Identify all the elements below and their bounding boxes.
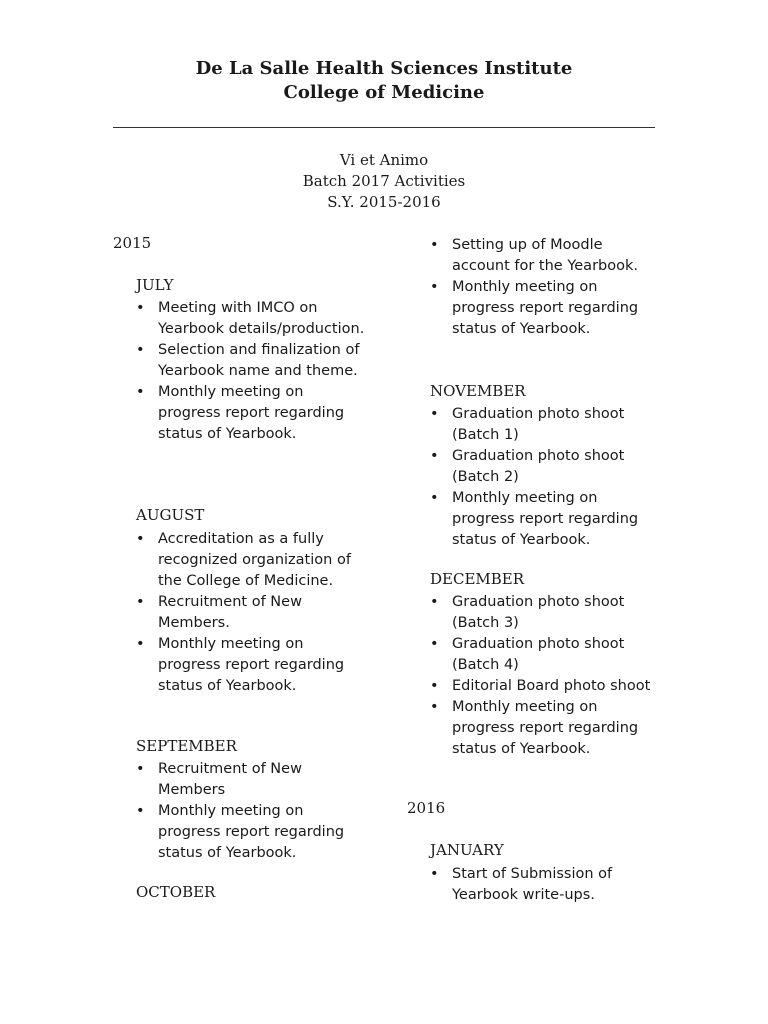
list-item — [136, 592, 368, 634]
august-list — [136, 529, 368, 697]
january-list — [430, 864, 662, 906]
bullet-icon: • — [430, 594, 439, 610]
bullet-icon: • — [430, 237, 439, 253]
list-item — [136, 340, 368, 382]
institute-name: De La Salle Health Sciences Institute — [195, 58, 573, 79]
month-december: DECEMBER — [430, 570, 525, 588]
list-item — [136, 634, 368, 697]
month-january: JANUARY — [430, 841, 504, 859]
list-item — [430, 277, 662, 340]
header-divider — [113, 127, 655, 128]
list-item — [430, 676, 662, 697]
list-item-text: Start of Submission of Yearbook write-ups. — [452, 866, 613, 903]
bullet-icon: • — [136, 761, 145, 777]
list-item — [136, 298, 368, 340]
bullet-icon: • — [136, 300, 145, 316]
list-item-text: Graduation photo shoot (Batch 4) — [452, 636, 625, 673]
bullet-icon: • — [430, 490, 439, 506]
list-item-text: Meeting with IMCO on Yearbook details/production. — [158, 300, 365, 337]
school-year: S.Y. 2015-2016 — [327, 193, 441, 211]
september-list — [136, 759, 368, 864]
bullet-icon: • — [136, 594, 145, 610]
college-name: College of Medicine — [283, 82, 485, 103]
month-september: SEPTEMBER — [136, 737, 237, 755]
list-item-text: Graduation photo shoot (Batch 2) — [452, 448, 625, 485]
list-item — [136, 801, 368, 864]
list-item-text: Monthly meeting on progress report regarding status of Yearbook. — [452, 490, 639, 548]
document-header — [0, 57, 768, 105]
list-item — [136, 529, 368, 592]
bullet-icon: • — [430, 866, 439, 882]
list-item-text: Recruitment of New Members — [158, 761, 302, 798]
list-item — [430, 592, 662, 634]
december-list — [430, 592, 662, 760]
year-2015: 2015 — [113, 234, 152, 252]
list-item-text: Graduation photo shoot (Batch 1) — [452, 406, 625, 443]
list-item-text: Graduation photo shoot (Batch 3) — [452, 594, 625, 631]
month-october: OCTOBER — [136, 883, 216, 901]
month-july: JULY — [136, 276, 174, 294]
document-subheader — [0, 150, 768, 213]
bullet-icon: • — [136, 803, 145, 819]
november-list — [430, 404, 662, 551]
list-item-text: Setting up of Moodle account for the Yearbook. — [452, 237, 638, 274]
list-item — [430, 634, 662, 676]
list-item — [430, 488, 662, 551]
bullet-icon: • — [136, 531, 145, 547]
list-item-text: Monthly meeting on progress report regarding status of Yearbook. — [158, 803, 345, 861]
bullet-icon: • — [430, 636, 439, 652]
list-item-text: Recruitment of New Members. — [158, 594, 302, 631]
list-item — [136, 382, 368, 445]
month-november: NOVEMBER — [430, 382, 526, 400]
list-item-text: Monthly meeting on progress report regarding status of Yearbook. — [452, 699, 639, 757]
list-item-text: Selection and finalization of Yearbook name and theme. — [158, 342, 360, 379]
list-item-text: Monthly meeting on progress report regarding status of Yearbook. — [158, 636, 345, 694]
list-item-text: Editorial Board photo shoot — [452, 678, 651, 694]
month-august: AUGUST — [136, 506, 205, 524]
bullet-icon: • — [430, 448, 439, 464]
bullet-icon: • — [430, 279, 439, 295]
list-item — [430, 446, 662, 488]
list-item — [430, 697, 662, 760]
year-2016: 2016 — [407, 799, 446, 817]
bullet-icon: • — [430, 699, 439, 715]
bullet-icon: • — [136, 636, 145, 652]
bullet-icon: • — [430, 406, 439, 422]
motto: Vi et Animo — [339, 151, 429, 169]
bullet-icon: • — [136, 342, 145, 358]
list-item — [430, 404, 662, 446]
bullet-icon: • — [430, 678, 439, 694]
october-list — [430, 235, 662, 340]
list-item — [430, 235, 662, 277]
list-item — [136, 759, 368, 801]
batch-title: Batch 2017 Activities — [302, 172, 466, 190]
list-item-text: Accreditation as a fully recognized organization of the College of Medicine. — [158, 531, 351, 589]
list-item-text: Monthly meeting on progress report regarding status of Yearbook. — [452, 279, 639, 337]
bullet-icon: • — [136, 384, 145, 400]
list-item-text: Monthly meeting on progress report regarding status of Yearbook. — [158, 384, 345, 442]
list-item — [430, 864, 662, 906]
july-list — [136, 298, 368, 445]
